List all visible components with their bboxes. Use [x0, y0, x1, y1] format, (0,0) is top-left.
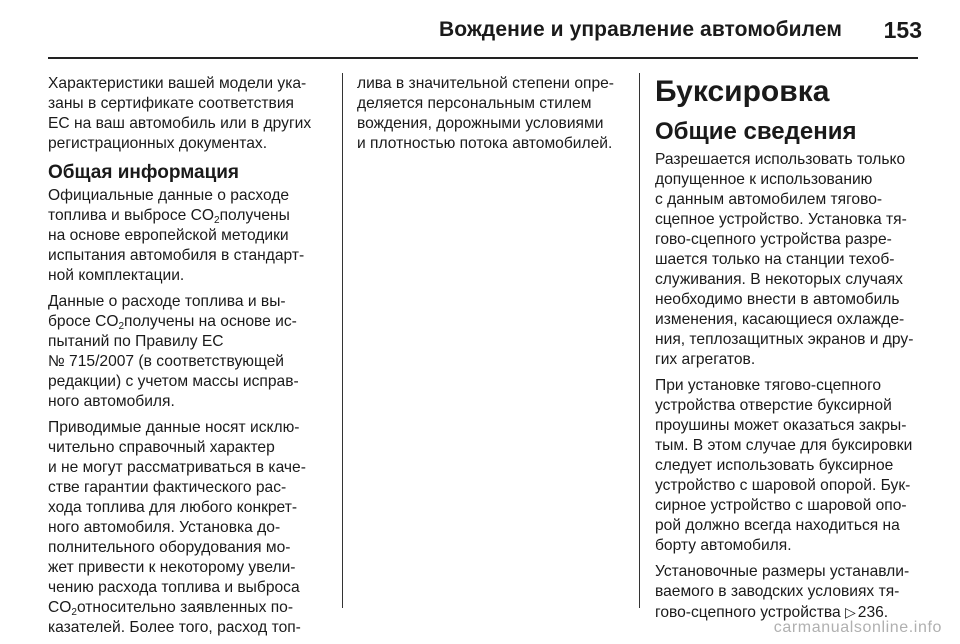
text-line: жет привести к некоторому увели-: [48, 559, 296, 576]
text-line: на основе европейской методики: [48, 227, 289, 244]
text-line: гово-сцепного устройства ▷ 236.: [655, 604, 889, 621]
chapter-title: Буксировка: [655, 75, 830, 108]
paragraph-2: [655, 376, 945, 556]
paragraph-3: [48, 418, 338, 638]
text-line: Данные о расходе топлива и вы-: [48, 293, 286, 310]
text-line: изменения, касающиеся охлажде-: [655, 311, 905, 328]
page-number: 153: [883, 17, 922, 43]
text-line: хода топлива для любого конкрет-: [48, 499, 298, 516]
paragraph-3: [655, 562, 945, 623]
text-line: следует использовать буксирное: [655, 457, 894, 474]
text-line: ного автомобиля.: [48, 393, 175, 410]
text-line: необходимо внести в автомобиль: [655, 291, 900, 308]
text-line: шается только на станции техоб-: [655, 251, 895, 268]
text-line: устройства отверстие буксирной: [655, 397, 892, 414]
text-line: Разрешается использовать только: [655, 151, 906, 168]
text-line: гово-сцепного устройства разре-: [655, 231, 892, 248]
text-line: ной комплектации.: [48, 267, 185, 284]
text-line: борту автомобиля.: [655, 537, 792, 554]
text-line: и плотностью потока автомобилей.: [357, 135, 613, 152]
text-line: гих агрегатов.: [655, 351, 756, 368]
page-reference-link[interactable]: ▷ 236.: [844, 604, 889, 621]
chevron-right-icon: ▷: [844, 604, 856, 620]
text-line: заны в сертификате соответствия: [48, 95, 294, 112]
watermark: carmanualsonline.info: [773, 619, 942, 636]
column-2: [357, 74, 635, 160]
text-line: допущенное к использованию: [655, 171, 873, 188]
text-line: ваемого в заводских условиях тя-: [655, 583, 900, 600]
section-heading: Общая информация: [48, 162, 240, 183]
text-line: бросе $CO_2получены$ на основе ис-: [48, 313, 297, 332]
text-line: $CO_2относительно$ заявленных по-: [48, 599, 294, 618]
text-line: с данным автомобилем тягово-: [655, 191, 883, 208]
intro-paragraph: [48, 74, 338, 154]
header-rule: [48, 57, 918, 59]
text-line: № 715/2007 (в соответствующей: [48, 353, 284, 370]
text-line: ЕС на ваш автомобиль или в других: [48, 115, 312, 132]
text-line: казателей. Более того, расход топ-: [48, 619, 301, 636]
text-line: чению расхода топлива и выброса: [48, 579, 300, 596]
text-line: испытания автомобиля в стандарт-: [48, 247, 305, 264]
text-line: редакции) с учетом массы исправ-: [48, 373, 299, 390]
text-line: вождения, дорожными условиями: [357, 115, 604, 132]
text-line: Установочные размеры устанавли-: [655, 563, 910, 580]
text-line: стве гарантии фактического рас-: [48, 479, 287, 496]
text-line: сирное устройство с шаровой опо-: [655, 497, 907, 514]
text-line: устройство с шаровой опорой. Бук-: [655, 477, 911, 494]
text-line: топлива и выбросе $CO_2получены$: [48, 207, 290, 226]
text-line: регистрационных документах.: [48, 135, 268, 152]
text-line: ного автомобиля. Установка до-: [48, 519, 281, 536]
paragraph-continued: [357, 74, 635, 154]
paragraph-1: [655, 150, 945, 370]
text-line: рой должно всегда находиться на: [655, 517, 900, 534]
header-title: Вождение и управление автомобилем: [439, 18, 842, 41]
text-line: Приводимые данные носят исклю-: [48, 419, 300, 436]
text-line: тым. В этом случае для буксировки: [655, 437, 913, 454]
text-line: сцепное устройство. Установка тя-: [655, 211, 907, 228]
paragraph-2: [48, 292, 338, 412]
text-line: лива в значительной степени опре-: [357, 75, 614, 92]
text-line: полнительного оборудования мо-: [48, 539, 291, 556]
column-divider-2: [639, 73, 640, 608]
text-line: Официальные данные о расходе: [48, 187, 290, 204]
text-line: Характеристики вашей модели ука-: [48, 75, 307, 92]
text-line: служивания. В некоторых случаях: [655, 271, 903, 288]
column-3: [655, 70, 945, 629]
column-1: [48, 74, 338, 644]
text-line: пытаний по Правилу ЕС: [48, 333, 224, 350]
text-line: деляется персональным стилем: [357, 95, 592, 112]
text-line: проушины может оказаться закры-: [655, 417, 907, 434]
text-line: При установке тягово-сцепного: [655, 377, 882, 394]
column-divider-1: [342, 73, 343, 608]
text-line: чительно справочный характер: [48, 439, 275, 456]
text-line: ния, теплозащитных экранов и дру-: [655, 331, 914, 348]
paragraph-1: [48, 186, 338, 286]
section-subtitle: Общие сведения: [655, 118, 857, 145]
text-line: и не могут рассматриваться в каче-: [48, 459, 306, 476]
